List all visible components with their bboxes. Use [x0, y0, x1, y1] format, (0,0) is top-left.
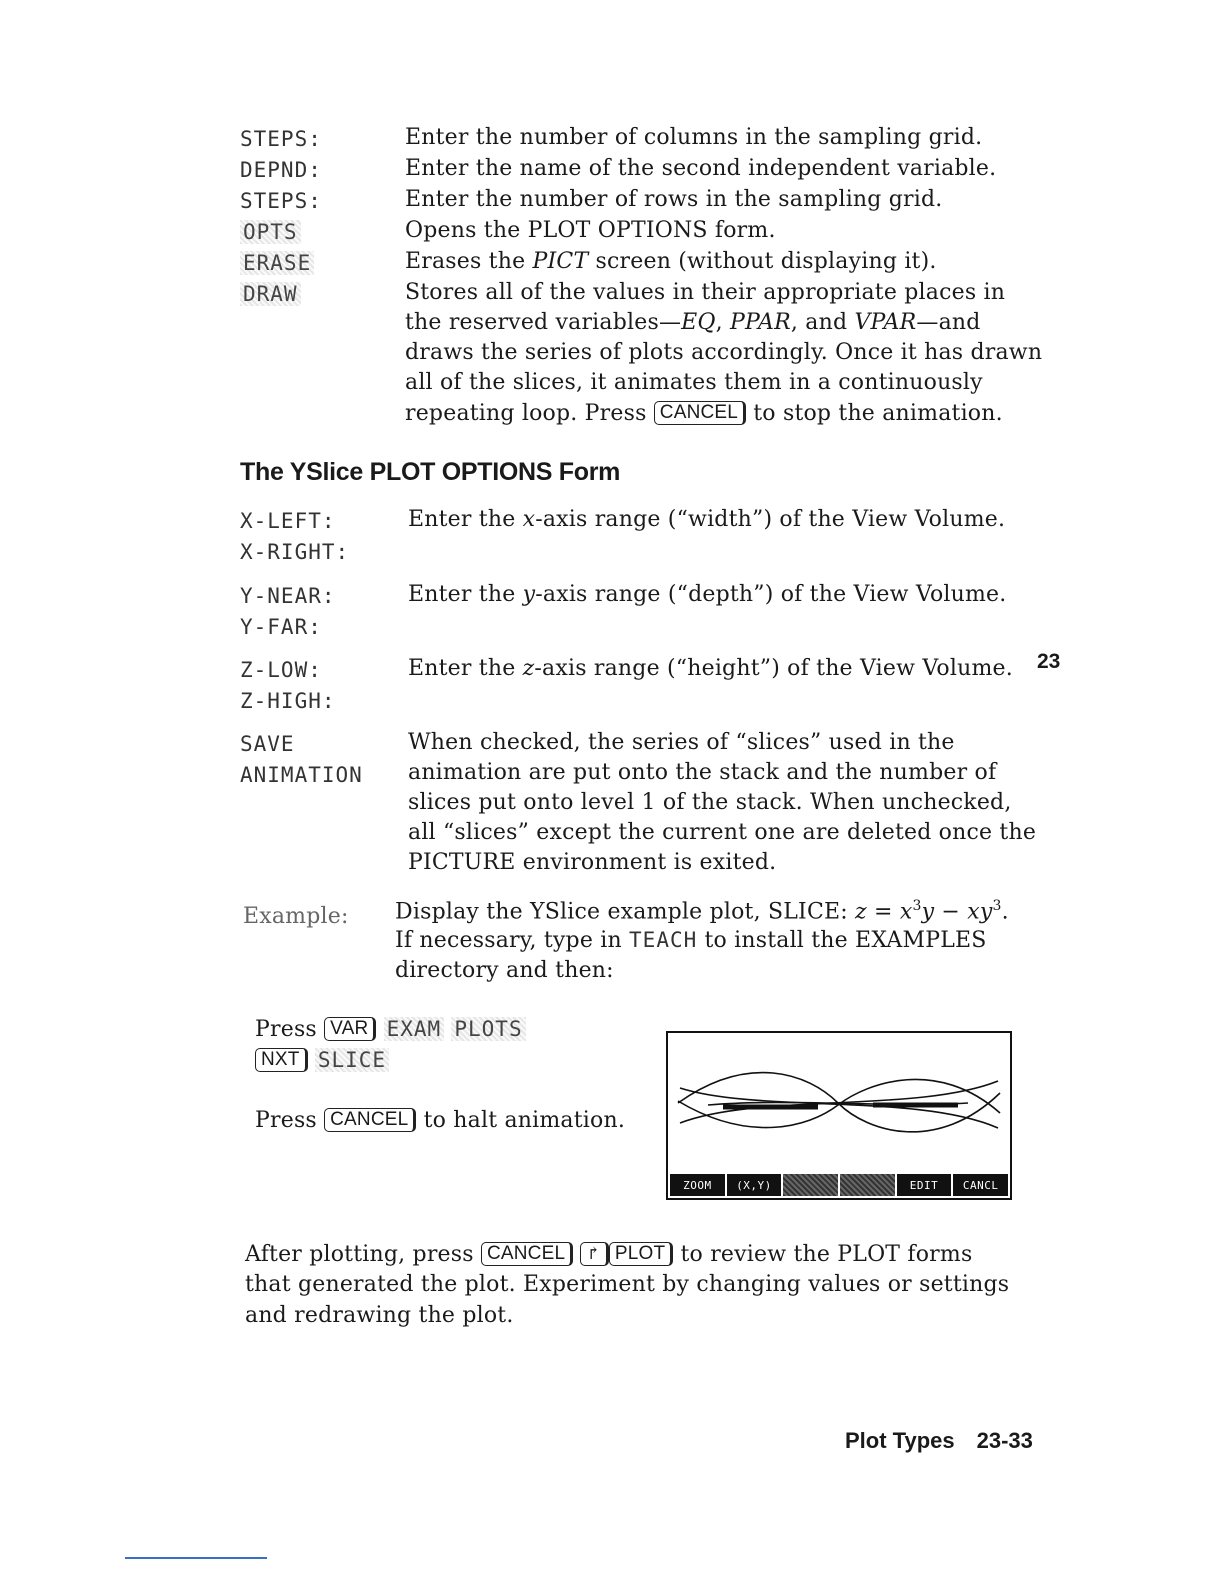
footer-page-number: 23-33	[976, 1428, 1033, 1453]
save-desc-line-2: animation are put onto the stack and the number of	[408, 760, 997, 785]
softkey-edit[interactable]: EDIT	[897, 1174, 952, 1196]
cancel-key-2[interactable]: CANCEL	[324, 1108, 416, 1132]
eq-z: z	[855, 899, 867, 925]
draw-desc-line-2	[405, 310, 981, 335]
draw-desc-ppar: PPAR	[730, 310, 791, 335]
option-label-zlow: Z-LOW:	[240, 658, 322, 682]
y-desc-post: -axis range (“depth”) of the View Volume.	[535, 582, 1007, 607]
example-line-2	[395, 928, 987, 953]
example-line2-pre: If necessary, type in	[395, 928, 630, 953]
chapter-tab: 23	[1037, 650, 1061, 673]
opts-menu-label: OPTS	[240, 220, 301, 244]
example-label: Example:	[243, 904, 349, 929]
eq-minus: −	[934, 899, 968, 925]
opts-menu-key[interactable]	[240, 220, 301, 244]
option-label-ynear: Y-NEAR:	[240, 584, 336, 608]
after-line1-pre: After plotting, press	[245, 1242, 474, 1267]
draw-desc-line-1: Stores all of the values in their appropriate places in	[405, 280, 1006, 305]
right-shift-icon: ↱	[586, 1244, 601, 1264]
x-desc-pre: Enter the	[408, 507, 523, 532]
y-desc-pre: Enter the	[408, 582, 523, 607]
x-desc-post: -axis range (“width”) of the View Volume.	[535, 507, 1006, 532]
right-shift-key[interactable]	[580, 1242, 608, 1266]
exam-menu-key[interactable]: EXAM	[384, 1017, 445, 1041]
field-desc-steps-rows: Enter the number of rows in the sampling grid.	[405, 187, 943, 212]
after-line-2: that generated the plot. Experiment by changing values or settings	[245, 1272, 1010, 1297]
plot-key[interactable]: PLOT	[609, 1242, 673, 1266]
teach-command: TEACH	[629, 928, 698, 952]
slice-menu-key[interactable]: SLICE	[315, 1048, 389, 1072]
slice-plot	[668, 1033, 1010, 1173]
footer-title: Plot Types	[845, 1428, 955, 1453]
field-label-depnd: DEPND:	[240, 158, 322, 182]
option-desc-x	[408, 507, 1005, 532]
option-label-yfar: Y-FAR:	[240, 615, 322, 639]
softkey-blank-2[interactable]	[840, 1174, 895, 1196]
page-footer	[845, 1428, 1033, 1454]
save-desc-line-1: When checked, the series of “slices” used in the	[408, 730, 955, 755]
field-desc-erase	[405, 249, 937, 274]
eq-x: x	[899, 899, 913, 925]
eq-exp2: 3	[992, 898, 1002, 914]
draw-desc-last-pre: repeating loop. Press	[405, 401, 654, 426]
erase-desc-pict: PICT	[532, 249, 589, 274]
option-desc-z	[408, 656, 1013, 681]
example-line1-pre: Display the YSlice example plot, SLICE:	[395, 899, 856, 925]
erase-desc-post: screen (without displaying it).	[588, 249, 937, 274]
cancel-key-3[interactable]: CANCEL	[481, 1242, 573, 1266]
section-heading: The YSlice PLOT OPTIONS Form	[240, 458, 621, 486]
var-key[interactable]: VAR	[324, 1017, 376, 1041]
step-1	[255, 1017, 526, 1042]
step-2	[255, 1108, 625, 1133]
draw-desc-sep1: ,	[715, 310, 731, 335]
option-label-zhigh: Z-HIGH:	[240, 689, 336, 713]
save-desc-line-3: slices put onto level 1 of the stack. When unchecked,	[408, 790, 1012, 815]
field-label-steps-rows: STEPS:	[240, 189, 322, 213]
nxt-key[interactable]: NXT	[255, 1048, 308, 1072]
draw-desc-line2-post: —and	[916, 310, 981, 335]
z-desc-var: z	[522, 656, 535, 681]
step1-press: Press	[255, 1017, 317, 1042]
screen-softkeys	[670, 1174, 1008, 1196]
x-desc-var: x	[522, 507, 536, 532]
field-desc-depnd: Enter the name of the second independent variable.	[405, 156, 997, 181]
option-label-animation: ANIMATION	[240, 763, 363, 787]
z-desc-post: -axis range (“height”) of the View Volume.	[534, 656, 1013, 681]
plots-menu-key[interactable]: PLOTS	[451, 1017, 525, 1041]
softkey-xy[interactable]: (X,Y)	[727, 1174, 782, 1196]
eq-exp1: 3	[912, 898, 922, 914]
eq-xy: xy	[967, 899, 993, 925]
example-line-3: directory and then:	[395, 958, 614, 983]
example-line2-post: to install the EXAMPLES	[697, 928, 987, 953]
erase-menu-label: ERASE	[240, 251, 314, 275]
draw-desc-line2-pre: the reserved variables—	[405, 310, 682, 335]
draw-desc-vpar: VPAR	[854, 310, 917, 335]
z-desc-pre: Enter the	[408, 656, 523, 681]
bottom-rule	[125, 1557, 267, 1559]
draw-desc-line-5	[405, 401, 1003, 426]
option-label-xleft: X-LEFT:	[240, 509, 336, 533]
eq-end: .	[1001, 899, 1009, 925]
draw-menu-key[interactable]	[240, 282, 301, 306]
field-desc-opts: Opens the PLOT OPTIONS form.	[405, 218, 776, 243]
draw-menu-label: DRAW	[240, 282, 301, 306]
softkey-blank-1[interactable]	[783, 1174, 838, 1196]
after-line-1	[245, 1242, 972, 1267]
cancel-key[interactable]: CANCEL	[654, 401, 746, 425]
erase-desc-pre: Erases the	[405, 249, 533, 274]
option-desc-y	[408, 582, 1006, 607]
y-desc-var: y	[522, 582, 536, 607]
calculator-screen	[666, 1031, 1012, 1200]
example-line-1	[395, 898, 1009, 924]
slice-curve-4	[680, 1081, 998, 1123]
draw-desc-line-4: all of the slices, it animates them in a continuously	[405, 370, 983, 395]
softkey-zoom[interactable]: ZOOM	[670, 1174, 725, 1196]
eq-y: y	[921, 899, 935, 925]
field-desc-steps-cols: Enter the number of columns in the sampling grid.	[405, 125, 983, 150]
option-label-save: SAVE	[240, 732, 295, 756]
draw-desc-last-post: to stop the animation.	[746, 401, 1003, 426]
field-label-steps-cols: STEPS:	[240, 127, 322, 151]
draw-desc-sep2: , and	[790, 310, 855, 335]
save-desc-line-5: PICTURE environment is exited.	[408, 850, 777, 875]
option-label-xright: X-RIGHT:	[240, 540, 350, 564]
after-line1-post: to review the PLOT forms	[680, 1242, 973, 1267]
eq-equals: =	[866, 899, 900, 925]
step-1b	[255, 1048, 389, 1073]
draw-desc-line-3: draws the series of plots accordingly. Once it has drawn	[405, 340, 1043, 365]
softkey-cancl[interactable]: CANCL	[953, 1174, 1008, 1196]
after-line-3: and redrawing the plot.	[245, 1303, 514, 1328]
save-desc-line-4: all “slices” except the current one are deleted once the	[408, 820, 1037, 845]
step2-press: Press	[255, 1108, 317, 1133]
erase-menu-key[interactable]	[240, 251, 314, 275]
step2-halt: to halt animation.	[423, 1108, 626, 1133]
draw-desc-eq: EQ	[681, 310, 716, 335]
